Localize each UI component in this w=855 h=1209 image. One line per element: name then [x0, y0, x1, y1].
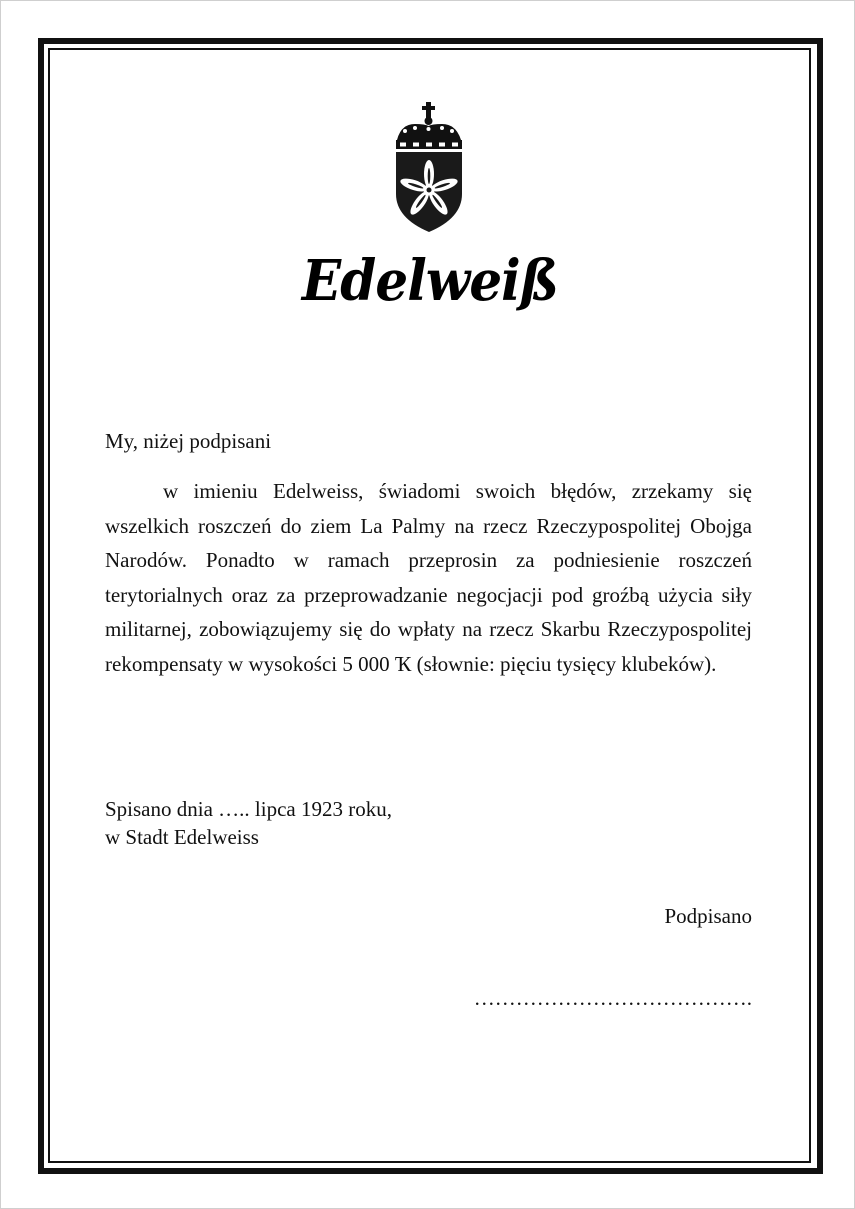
crowned-shield-edelweiss-icon	[391, 102, 467, 234]
signed-label: Podpisano	[664, 904, 752, 928]
declaration-paragraph: w imieniu Edelweiss, świadomi swoich błędów, zrzekamy się wszelkich roszczeń do ziem La Palmy na rzecz Rzeczypospolitej Obojga Narodów. Ponadto w ramach przeprosin za podniesienie roszczeń terytorialnych oraz za przeprowadzanie negocjacji pod groźbą użycia siły militarnej, zobowiązujemy się do wpłaty na rzecz Skarbu Rzeczypospolitej rekompensaty w wysokości 5 000 Ҡ (słownie: pięciu tysięcy klubeków).	[105, 479, 752, 676]
salutation: My, niżej podpisani	[105, 429, 272, 453]
organization-logotype: Edelweiß	[301, 248, 559, 314]
place-and-date	[105, 795, 392, 851]
date-line: Spisano dnia ….. lipca 1923 roku,	[105, 797, 392, 821]
signature-line: ………………………………….	[473, 986, 752, 1010]
place-line: w Stadt Edelweiss	[105, 825, 259, 849]
